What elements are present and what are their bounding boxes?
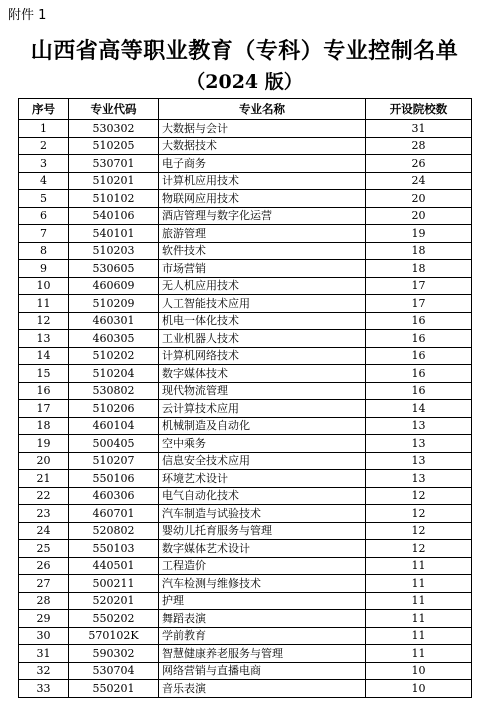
row-index-cell: 21: [19, 470, 69, 488]
major-code-cell: 510202: [69, 347, 159, 365]
attachment-label: 附件 1: [8, 8, 47, 23]
major-name-cell: 大数据与会计: [159, 120, 366, 138]
major-code-cell: 530802: [69, 382, 159, 400]
major-code-cell: 510102: [69, 190, 159, 208]
row-index-cell: 30: [19, 627, 69, 645]
row-index-cell: 32: [19, 662, 69, 680]
row-index-cell: 15: [19, 365, 69, 383]
major-name-cell: 环境艺术设计: [159, 470, 366, 488]
row-index-cell: 10: [19, 277, 69, 295]
school-count-cell: 13: [366, 470, 472, 488]
major-code-cell: 530701: [69, 155, 159, 173]
table-row: [19, 382, 472, 400]
school-count-cell: 20: [366, 207, 472, 225]
major-name-cell: 学前教育: [159, 627, 366, 645]
row-index-cell: 31: [19, 645, 69, 663]
row-index-cell: 4: [19, 172, 69, 190]
school-count-cell: 31: [366, 120, 472, 138]
table-row: [19, 155, 472, 173]
school-count-cell: 10: [366, 662, 472, 680]
major-name-cell: 电气自动化技术: [159, 487, 366, 505]
major-name-cell: 酒店管理与数字化运营: [159, 207, 366, 225]
major-code-cell: 500211: [69, 575, 159, 593]
column-header-count: 开设院校数: [366, 99, 472, 120]
table-row: [19, 330, 472, 348]
table-header-row: [19, 99, 472, 120]
school-count-cell: 13: [366, 417, 472, 435]
school-count-cell: 19: [366, 225, 472, 243]
table-row: [19, 225, 472, 243]
major-name-cell: 旅游管理: [159, 225, 366, 243]
row-index-cell: 3: [19, 155, 69, 173]
major-name-cell: 舞蹈表演: [159, 610, 366, 628]
row-index-cell: 6: [19, 207, 69, 225]
row-index-cell: 7: [19, 225, 69, 243]
table-row: [19, 487, 472, 505]
row-index-cell: 13: [19, 330, 69, 348]
major-code-cell: 460701: [69, 505, 159, 523]
row-index-cell: 8: [19, 242, 69, 260]
row-index-cell: 14: [19, 347, 69, 365]
table-row: [19, 347, 472, 365]
table-row: [19, 365, 472, 383]
major-name-cell: 计算机网络技术: [159, 347, 366, 365]
row-index-cell: 19: [19, 435, 69, 453]
major-code-cell: 460104: [69, 417, 159, 435]
major-control-table: [18, 98, 472, 698]
major-name-cell: 工业机器人技术: [159, 330, 366, 348]
table-row: [19, 260, 472, 278]
major-name-cell: 无人机应用技术: [159, 277, 366, 295]
table-row: [19, 435, 472, 453]
row-index-cell: 23: [19, 505, 69, 523]
table-row: [19, 190, 472, 208]
school-count-cell: 12: [366, 505, 472, 523]
school-count-cell: 20: [366, 190, 472, 208]
row-index-cell: 20: [19, 452, 69, 470]
major-name-cell: 物联网应用技术: [159, 190, 366, 208]
document-subtitle: （2024 版）: [186, 71, 303, 93]
school-count-cell: 18: [366, 260, 472, 278]
major-code-cell: 460305: [69, 330, 159, 348]
major-code-cell: 510207: [69, 452, 159, 470]
major-name-cell: 数字媒体艺术设计: [159, 540, 366, 558]
major-name-cell: 网络营销与直播电商: [159, 662, 366, 680]
row-index-cell: 27: [19, 575, 69, 593]
major-code-cell: 440501: [69, 557, 159, 575]
major-name-cell: 音乐表演: [159, 680, 366, 698]
table-row: [19, 452, 472, 470]
table-row: [19, 575, 472, 593]
major-name-cell: 计算机应用技术: [159, 172, 366, 190]
table-row: [19, 277, 472, 295]
school-count-cell: 12: [366, 522, 472, 540]
row-index-cell: 29: [19, 610, 69, 628]
row-index-cell: 33: [19, 680, 69, 698]
major-name-cell: 机电一体化技术: [159, 312, 366, 330]
table-row: [19, 120, 472, 138]
major-code-cell: 550106: [69, 470, 159, 488]
major-code-cell: 460301: [69, 312, 159, 330]
document-title: 山西省高等职业教育（专科）专业控制名单: [30, 39, 459, 64]
school-count-cell: 24: [366, 172, 472, 190]
major-code-cell: 590302: [69, 645, 159, 663]
major-name-cell: 信息安全技术应用: [159, 452, 366, 470]
major-name-cell: 护理: [159, 592, 366, 610]
school-count-cell: 17: [366, 295, 472, 313]
major-code-cell: 570102K: [69, 627, 159, 645]
table-row: [19, 610, 472, 628]
school-count-cell: 16: [366, 347, 472, 365]
row-index-cell: 1: [19, 120, 69, 138]
major-name-cell: 数字媒体技术: [159, 365, 366, 383]
school-count-cell: 11: [366, 557, 472, 575]
school-count-cell: 11: [366, 592, 472, 610]
major-name-cell: 汽车制造与试验技术: [159, 505, 366, 523]
table-row: [19, 662, 472, 680]
major-name-cell: 工程造价: [159, 557, 366, 575]
school-count-cell: 12: [366, 487, 472, 505]
table-row: [19, 505, 472, 523]
table-row: [19, 417, 472, 435]
table-row: [19, 242, 472, 260]
row-index-cell: 24: [19, 522, 69, 540]
row-index-cell: 17: [19, 400, 69, 418]
row-index-cell: 26: [19, 557, 69, 575]
school-count-cell: 11: [366, 610, 472, 628]
major-code-cell: 520802: [69, 522, 159, 540]
major-name-cell: 汽车检测与维修技术: [159, 575, 366, 593]
table-body: [19, 120, 472, 698]
major-code-cell: 550201: [69, 680, 159, 698]
school-count-cell: 28: [366, 137, 472, 155]
row-index-cell: 16: [19, 382, 69, 400]
major-code-cell: 520201: [69, 592, 159, 610]
table-row: [19, 627, 472, 645]
table-row: [19, 522, 472, 540]
major-code-cell: 550202: [69, 610, 159, 628]
school-count-cell: 14: [366, 400, 472, 418]
major-code-cell: 500405: [69, 435, 159, 453]
major-name-cell: 空中乘务: [159, 435, 366, 453]
major-code-cell: 540101: [69, 225, 159, 243]
major-code-cell: 510201: [69, 172, 159, 190]
major-code-cell: 540106: [69, 207, 159, 225]
school-count-cell: 11: [366, 627, 472, 645]
table-row: [19, 645, 472, 663]
row-index-cell: 22: [19, 487, 69, 505]
table-row: [19, 172, 472, 190]
major-name-cell: 大数据技术: [159, 137, 366, 155]
row-index-cell: 9: [19, 260, 69, 278]
school-count-cell: 16: [366, 312, 472, 330]
column-header-name: 专业名称: [159, 99, 366, 120]
table-row: [19, 557, 472, 575]
school-count-cell: 13: [366, 435, 472, 453]
major-code-cell: 550103: [69, 540, 159, 558]
major-code-cell: 460306: [69, 487, 159, 505]
major-name-cell: 软件技术: [159, 242, 366, 260]
major-code-cell: 510203: [69, 242, 159, 260]
school-count-cell: 16: [366, 365, 472, 383]
school-count-cell: 16: [366, 330, 472, 348]
table-row: [19, 207, 472, 225]
table-row: [19, 592, 472, 610]
column-header-code: 专业代码: [69, 99, 159, 120]
major-code-cell: 510209: [69, 295, 159, 313]
table-row: [19, 312, 472, 330]
row-index-cell: 5: [19, 190, 69, 208]
school-count-cell: 26: [366, 155, 472, 173]
row-index-cell: 28: [19, 592, 69, 610]
school-count-cell: 18: [366, 242, 472, 260]
table-row: [19, 400, 472, 418]
table-row: [19, 540, 472, 558]
table-row: [19, 470, 472, 488]
major-code-cell: 510205: [69, 137, 159, 155]
major-name-cell: 婴幼儿托育服务与管理: [159, 522, 366, 540]
row-index-cell: 12: [19, 312, 69, 330]
major-name-cell: 智慧健康养老服务与管理: [159, 645, 366, 663]
major-name-cell: 电子商务: [159, 155, 366, 173]
major-code-cell: 510206: [69, 400, 159, 418]
school-count-cell: 10: [366, 680, 472, 698]
table-row: [19, 680, 472, 698]
row-index-cell: 11: [19, 295, 69, 313]
row-index-cell: 25: [19, 540, 69, 558]
column-header-index: 序号: [19, 99, 69, 120]
school-count-cell: 12: [366, 540, 472, 558]
major-name-cell: 现代物流管理: [159, 382, 366, 400]
table-row: [19, 137, 472, 155]
major-name-cell: 人工智能技术应用: [159, 295, 366, 313]
major-code-cell: 460609: [69, 277, 159, 295]
major-code-cell: 530302: [69, 120, 159, 138]
major-code-cell: 530704: [69, 662, 159, 680]
school-count-cell: 13: [366, 452, 472, 470]
table-row: [19, 295, 472, 313]
school-count-cell: 11: [366, 575, 472, 593]
major-name-cell: 云计算技术应用: [159, 400, 366, 418]
school-count-cell: 17: [366, 277, 472, 295]
major-code-cell: 530605: [69, 260, 159, 278]
major-code-cell: 510204: [69, 365, 159, 383]
school-count-cell: 16: [366, 382, 472, 400]
major-name-cell: 机械制造及自动化: [159, 417, 366, 435]
major-name-cell: 市场营销: [159, 260, 366, 278]
row-index-cell: 18: [19, 417, 69, 435]
school-count-cell: 11: [366, 645, 472, 663]
row-index-cell: 2: [19, 137, 69, 155]
